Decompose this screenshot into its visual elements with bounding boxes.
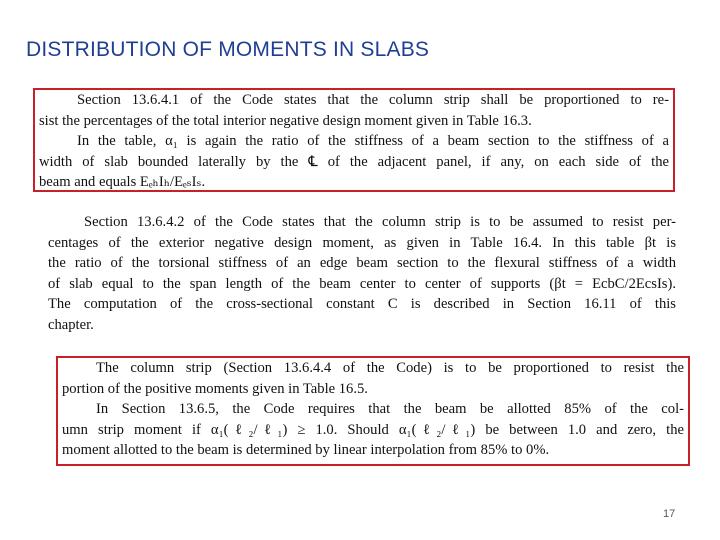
text-line: the ratio of the torsional stiffness of an edge beam section to the flexural stiffness of a width [48,255,676,271]
text-line: Section 13.6.4.2 of the Code states that the column strip is to be assumed to resist per- [84,214,676,230]
text-line: In the table, α₁ is again the ratio of the stiffness of a beam section to the stiffness of a [77,133,669,149]
text-line: of slab equal to the span length of the beam center to center of supports (βt = EcbC/2EcsIs). [48,275,676,292]
code-excerpt-box-column-strip-interior [33,88,675,192]
text-line: The computation of the cross-sectional constant C is described in Section 16.11 of this [48,296,676,312]
text-line: portion of the positive moments given in Table 16.5. [62,380,368,397]
text-line: moment allotted to the beam is determined by linear interpolation from 85% to 0%. [62,442,550,458]
text-line: umn strip moment if α₁(ℓ₂/ℓ₁) ≥ 1.0. Should α₁(ℓ₂/ℓ₁) be between 1.0 and zero, the [62,421,684,438]
code-excerpt-exterior-negative-moment [48,212,676,335]
text-line: chapter. [48,316,94,333]
page-number: 17 [663,508,676,520]
text-line: Section 13.6.4.1 of the Code states that the column strip shall be proportioned to re- [77,92,669,108]
text-line: The column strip (Section 13.6.4.4 of the Code) is to be proportioned to resist the [96,360,684,376]
text-line: In Section 13.6.5, the Code requires that the beam be allotted 85% of the col- [96,401,684,417]
text-line: beam and equals EₑₕIₕ/EₑₛIₛ. [39,174,206,190]
text-line: centages of the exterior negative design moment, as given in Table 16.4. In this table βt is [48,234,676,251]
text-line: width of slab bounded laterally by the ℄ of the adjacent panel, if any, on each side of the [39,153,669,170]
slide-title: DISTRIBUTION OF MOMENTS IN SLABS [26,38,430,61]
code-excerpt-box-positive-moments [56,356,690,466]
text-line: sist the percentages of the total interior negative design moment given in Table 16.3. [39,112,532,129]
